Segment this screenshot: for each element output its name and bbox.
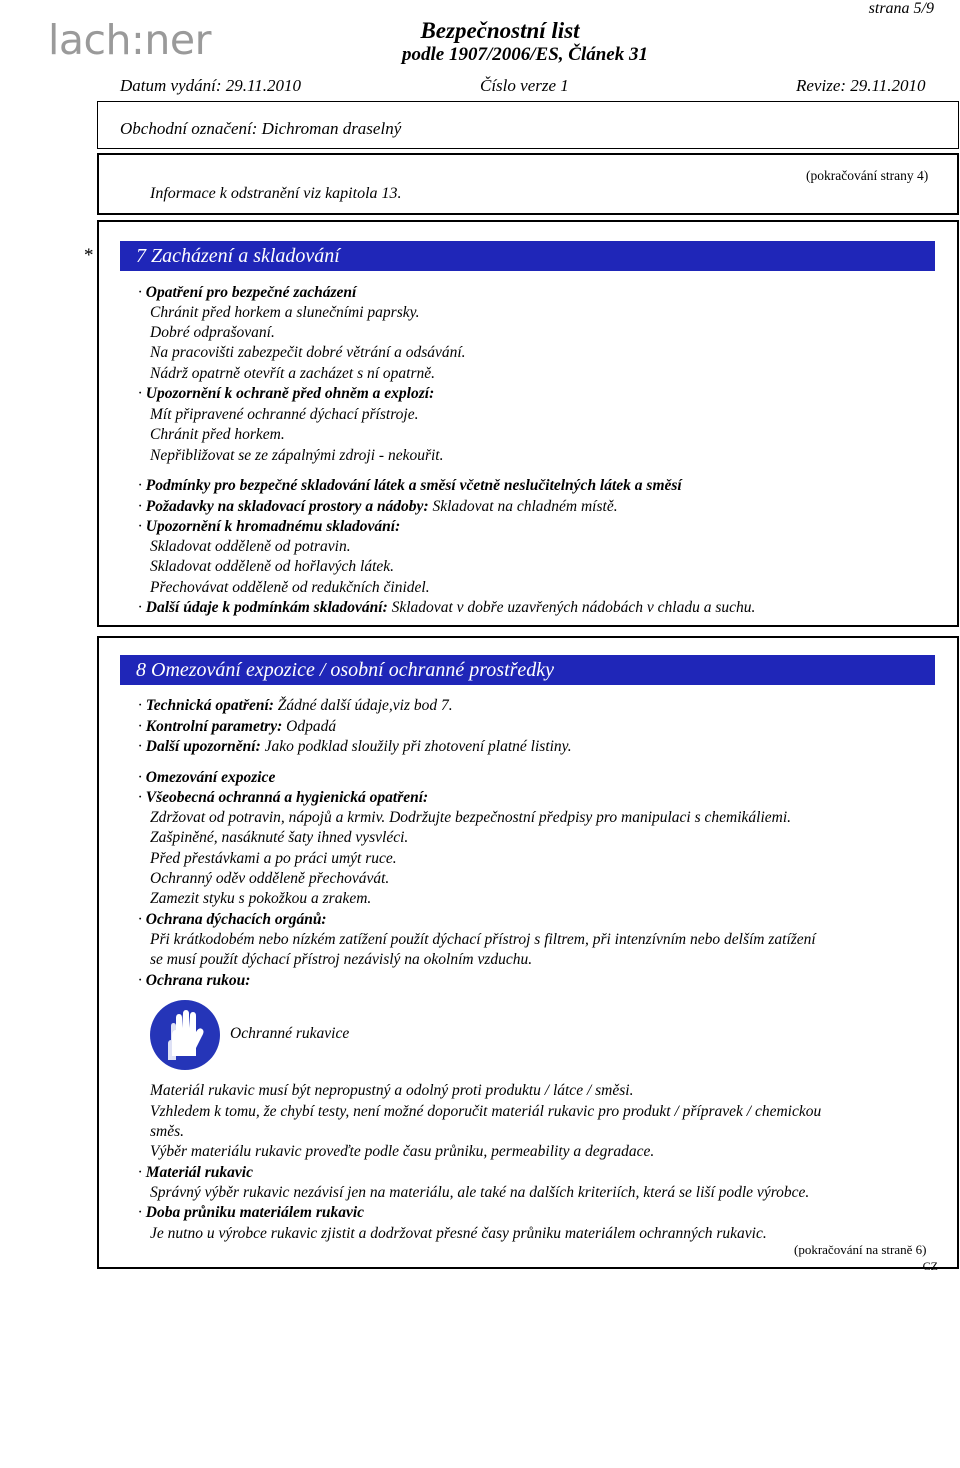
item-text: Správný výběr rukavic nezávisí jen na materiálu, ale také na dalších kriteriích, která se liší podle výrobce. [150, 1184, 810, 1201]
text-line [150, 1122, 184, 1142]
text-line [150, 1183, 809, 1203]
item-text: Výběr materiálu rukavic proveďte podle času průniku, permeability a degradace. [150, 1143, 655, 1160]
page-number: strana 5/9 [868, 0, 934, 17]
disposal-note: Informace k odstranění viz kapitola 13. [150, 185, 402, 202]
item-text: Zdržovat od potravin, nápojů a krmiv. Dodržujte bezpečnostní předpisy pro manipulaci s chemikáliemi. [150, 809, 792, 826]
text-line [150, 537, 351, 557]
text-line [138, 768, 275, 788]
text-line [150, 364, 435, 384]
text-line [138, 788, 428, 808]
text-line [150, 1102, 821, 1122]
item-text: Odpadá [282, 718, 337, 735]
bullet-dot: · [138, 1204, 146, 1221]
bullet-dot: · [138, 697, 146, 714]
item-text: Skladovat odděleně od hořlavých látek. [150, 558, 395, 575]
item-heading: Další upozornění: [145, 738, 261, 755]
item-heading: Kontrolní parametry: [145, 718, 283, 735]
bullet-dot: · [138, 911, 146, 928]
item-text: Chránit před horkem. [150, 426, 285, 443]
bullet-dot: · [138, 385, 146, 402]
bullet-dot: · [138, 599, 146, 616]
revision-marker: * [84, 245, 94, 266]
item-heading: Doba průniku materiálem rukavic [145, 1204, 365, 1221]
item-text: Chránit před horkem a slunečními paprsky. [150, 304, 420, 321]
continued-on: (pokračování na straně 6) [794, 1242, 927, 1257]
glove-label: Ochranné rukavice [230, 1025, 350, 1042]
text-line [138, 696, 453, 716]
country-code: CZ [922, 1259, 938, 1273]
item-heading: Omezování expozice [145, 769, 276, 786]
bullet-dot: · [138, 972, 146, 989]
item-text: Zašpiněné, nasáknuté šaty ihned vysvléci. [150, 829, 409, 846]
text-line [150, 425, 285, 445]
item-text: Skladovat odděleně od potravin. [150, 538, 351, 555]
text-line [150, 1224, 767, 1244]
text-line [138, 737, 572, 757]
item-text: Žádné další údaje,viz bod 7. [273, 697, 453, 714]
item-text: Mít připravené ochranné dýchací přístroje. [150, 406, 419, 423]
text-line [138, 283, 356, 303]
trade-name: Obchodní označení: Dichroman draselný [120, 119, 402, 138]
item-heading: Opatření pro bezpečné zacházení [145, 284, 357, 301]
text-line [138, 717, 336, 737]
item-text: Skladovat na chladném místě. [428, 498, 618, 515]
section-7-title: 7 Zacházení a skladování [120, 241, 935, 271]
text-line [150, 849, 397, 869]
item-text: Vzhledem k tomu, že chybí testy, není možné doporučit materiál rukavic pro produkt / přípravek / chemickou [150, 1103, 822, 1120]
item-text: směs. [150, 1123, 185, 1140]
item-heading: Materiál rukavic [145, 1164, 253, 1181]
item-heading: Technická opatření: [145, 697, 274, 714]
item-heading: Ochrana rukou: [145, 972, 251, 989]
item-text: Je nutno u výrobce rukavic zjistit a dodržovat přesné časy průniku materiálem ochranných rukavic. [150, 1225, 767, 1242]
text-line [150, 578, 430, 598]
text-line [138, 384, 434, 404]
bullet-dot: · [138, 477, 146, 494]
item-heading: Ochrana dýchacích orgánů: [145, 911, 327, 928]
text-line [138, 497, 618, 517]
bullet-dot: · [138, 518, 146, 535]
text-line [150, 930, 816, 950]
bullet-dot: · [138, 1164, 146, 1181]
item-heading: Požadavky na skladovací prostory a nádoby: [145, 498, 429, 515]
item-text: Nádrž opatrně otevřít a zacházet s ní opatrně. [150, 365, 436, 382]
item-text: se musí použít dýchací přístroj nezávislý na okolním vzduchu. [150, 951, 533, 968]
text-line [150, 950, 532, 970]
text-line [150, 889, 371, 909]
text-line [138, 476, 682, 496]
bullet-dot: · [138, 789, 146, 806]
bullet-dot: · [138, 738, 146, 755]
version-number: Číslo verze 1 [480, 76, 569, 95]
protective-gloves-icon [150, 1000, 220, 1070]
item-text: Na pracovišti zabezpečit dobré větrání a odsávání. [150, 344, 466, 361]
text-line [150, 1081, 633, 1101]
text-line [138, 1163, 253, 1183]
bullet-dot: · [138, 284, 146, 301]
document-title: Bezpečnostní list [420, 18, 580, 43]
text-line [150, 1142, 654, 1162]
lachner-logo: lach:ner [48, 16, 211, 64]
text-line [150, 343, 466, 363]
continuation-box [97, 153, 959, 215]
text-line [150, 828, 408, 848]
text-line [150, 405, 418, 425]
item-heading: Upozornění k ochraně před ohněm a explozí: [145, 385, 435, 402]
bullet-dot: · [138, 769, 146, 786]
text-line [150, 446, 443, 466]
revision-date: Revize: 29.11.2010 [796, 76, 926, 95]
item-text: Nepřibližovat se ze zápalnými zdroji - nekouřit. [150, 447, 444, 464]
text-line [150, 869, 389, 889]
continued-from: (pokračování strany 4) [806, 168, 929, 183]
bullet-dot: · [138, 498, 146, 515]
item-heading: Všeobecná ochranná a hygienická opatření: [145, 789, 429, 806]
item-text: Jako podklad sloužily při zhotovení platné listiny. [260, 738, 572, 755]
item-text: Dobré odprašovaní. [150, 324, 275, 341]
item-text: Ochranný oděv odděleně přechovávát. [150, 870, 390, 887]
text-line [150, 303, 420, 323]
text-line [138, 517, 400, 537]
text-line [138, 598, 755, 618]
item-text: Před přestávkami a po práci umýt ruce. [150, 850, 397, 867]
item-text: Zamezit styku s pokožkou a zrakem. [150, 890, 372, 907]
item-text: Materiál rukavic musí být nepropustný a odolný proti produktu / látce / směsi. [150, 1082, 634, 1099]
text-line [138, 971, 250, 991]
text-line [150, 557, 394, 577]
document-subtitle: podle 1907/2006/ES, Článek 31 [402, 44, 648, 65]
section-8-title: 8 Omezování expozice / osobní ochranné prostředky [120, 655, 935, 685]
issue-date: Datum vydání: 29.11.2010 [120, 76, 301, 95]
item-heading: Podmínky pro bezpečné skladování látek a směsí včetně neslučitelných látek a směsí [145, 477, 682, 494]
bullet-dot: · [138, 718, 146, 735]
item-text: Přechovávat odděleně od redukčních činidel. [150, 579, 430, 596]
text-line [138, 910, 327, 930]
text-line [150, 808, 791, 828]
text-line [150, 323, 275, 343]
item-text: Skladovat v dobře uzavřených nádobách v chladu a suchu. [387, 599, 756, 616]
item-heading: Další údaje k podmínkám skladování: [145, 599, 388, 616]
item-text: Při krátkodobém nebo nízkém zatížení použít dýchací přístroj s filtrem, při intenzívním nebo delším zatížení [150, 931, 816, 948]
text-line [138, 1203, 364, 1223]
item-heading: Upozornění k hromadnému skladování: [145, 518, 401, 535]
